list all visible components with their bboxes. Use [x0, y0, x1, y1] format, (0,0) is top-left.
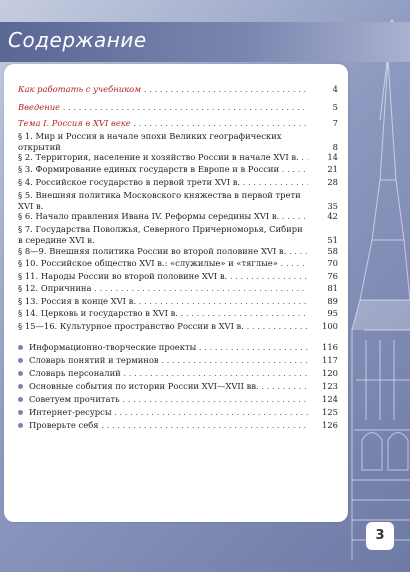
toc-entry-title: Проверьте себя . . .: [18, 420, 338, 431]
bullet-icon: [18, 410, 23, 415]
toc-entry-page: 117: [308, 355, 338, 366]
toc-entry[interactable]: [18, 164, 338, 175]
toc-entry[interactable]: [18, 355, 338, 366]
toc-entry-title: § 3. Формирование единых государств в Европе и в России . . .: [18, 164, 338, 175]
toc-entry[interactable]: [18, 271, 338, 282]
toc-entry-title: § 2. Территория, население и хозяйство России в начале XVI в. . . .: [18, 152, 338, 163]
page-number-badge: 3: [366, 522, 394, 550]
toc-entry-page: 100: [308, 321, 338, 332]
toc-entry[interactable]: [18, 283, 338, 294]
toc-entry-page: 35: [308, 201, 338, 212]
toc-entry[interactable]: [18, 118, 338, 129]
toc-entry-page: 28: [308, 177, 338, 188]
toc-entry[interactable]: [18, 381, 338, 392]
toc-entry-page: 95: [308, 308, 338, 319]
toc-entry-page: 116: [308, 342, 338, 353]
toc-entry-page: 76: [308, 271, 338, 282]
toc-entry-page: 4: [308, 84, 338, 95]
toc-entry-page: 58: [308, 246, 338, 257]
toc-entry-page: 126: [308, 420, 338, 431]
toc-entry-page: 14: [308, 152, 338, 163]
toc-entry-title: Словарь понятий и терминов . . .: [18, 355, 338, 366]
toc-entry[interactable]: [18, 296, 338, 307]
toc-entry-title: § 1. Мир и Россия в начале эпохи Великих географических открытий: [18, 131, 282, 152]
toc-entry-title: Тема I. Россия в XVI веке . . .: [18, 118, 338, 129]
toc-entry[interactable]: [18, 258, 338, 269]
toc-entry[interactable]: [18, 84, 338, 95]
toc-entry-page: 70: [308, 258, 338, 269]
toc-entry[interactable]: [18, 420, 338, 431]
toc-entry-title: § 6. Начало правления Ивана IV. Реформы середины XVI в. . . .: [18, 211, 338, 222]
toc-entry-title: Интернет-ресурсы . . .: [18, 407, 338, 418]
toc-entry-title: § 14. Церковь и государство в XVI в. . . .: [18, 308, 338, 319]
toc-entry[interactable]: [18, 152, 338, 163]
toc-entry-page: 42: [308, 211, 338, 222]
toc-entry[interactable]: [18, 321, 338, 332]
bullet-icon: [18, 423, 23, 428]
toc-entry-title: § 12. Опричнина . . .: [18, 283, 338, 294]
toc-entry[interactable]: [18, 394, 338, 405]
toc-entry-title: § 7. Государства Поволжья, Северного Причерноморья, Сибири в середине XVI в.: [18, 224, 303, 245]
toc-entry-title: § 10. Российское общество XVI в.: «служилые» и «тяглые» . . .: [18, 258, 338, 269]
bullet-icon: [18, 371, 23, 376]
toc-entry-page: 124: [308, 394, 338, 405]
toc-entry[interactable]: [18, 407, 338, 418]
toc-entry[interactable]: [18, 190, 338, 211]
toc-entry[interactable]: [18, 177, 338, 188]
toc-entry-title: Введение . . .: [18, 102, 338, 113]
toc-entry-page: 7: [308, 118, 338, 129]
toc-entry-page: 120: [308, 368, 338, 379]
toc-entry-title: Советуем прочитать . . .: [18, 394, 338, 405]
toc-entry-title: § 8—9. Внешняя политика России во второй половине XVI в. . . .: [18, 246, 338, 257]
toc-entry-title: Информационно-творческие проекты . . .: [18, 342, 338, 353]
toc-entry-title: § 11. Народы России во второй половине XVI в. . . .: [18, 271, 338, 282]
toc-entry-page: 89: [308, 296, 338, 307]
toc-entry-page: 5: [308, 102, 338, 113]
toc-entry-title: § 4. Российское государство в первой трети XVI в. . . .: [18, 177, 338, 188]
toc-entry-page: 81: [308, 283, 338, 294]
toc-entry-title: § 5. Внешняя политика Московского княжества в первой трети XVI в.: [18, 190, 301, 211]
toc-entry-title: Как работать с учебником . . .: [18, 84, 338, 95]
toc-entry-page: 125: [308, 407, 338, 418]
toc-entry-page: 21: [308, 164, 338, 175]
bullet-icon: [18, 358, 23, 363]
toc-entry[interactable]: [18, 342, 338, 353]
toc-entry-page: 8: [308, 142, 338, 153]
bullet-icon: [18, 384, 23, 389]
bullet-icon: [18, 345, 23, 350]
toc-entry-title: § 15—16. Культурное пространство России в XVI в. . . .: [18, 321, 338, 332]
toc-entry-page: 51: [308, 235, 338, 246]
toc-entry[interactable]: [18, 246, 338, 257]
toc-entry[interactable]: [18, 308, 338, 319]
bullet-icon: [18, 397, 23, 402]
toc-entry[interactable]: [18, 131, 338, 152]
toc-entry[interactable]: [18, 102, 338, 113]
toc-entry[interactable]: [18, 368, 338, 379]
toc-entry[interactable]: [18, 211, 338, 222]
page-title: Содержание: [8, 28, 147, 52]
toc-entry[interactable]: [18, 224, 338, 245]
toc-entry-page: 123: [308, 381, 338, 392]
toc-entry-title: § 13. Россия в конце XVI в. . . .: [18, 296, 338, 307]
toc-entry-title: Словарь персоналий . . .: [18, 368, 338, 379]
toc-entry-title: Основные события по истории России XVI—XVII вв. . . .: [18, 381, 338, 392]
